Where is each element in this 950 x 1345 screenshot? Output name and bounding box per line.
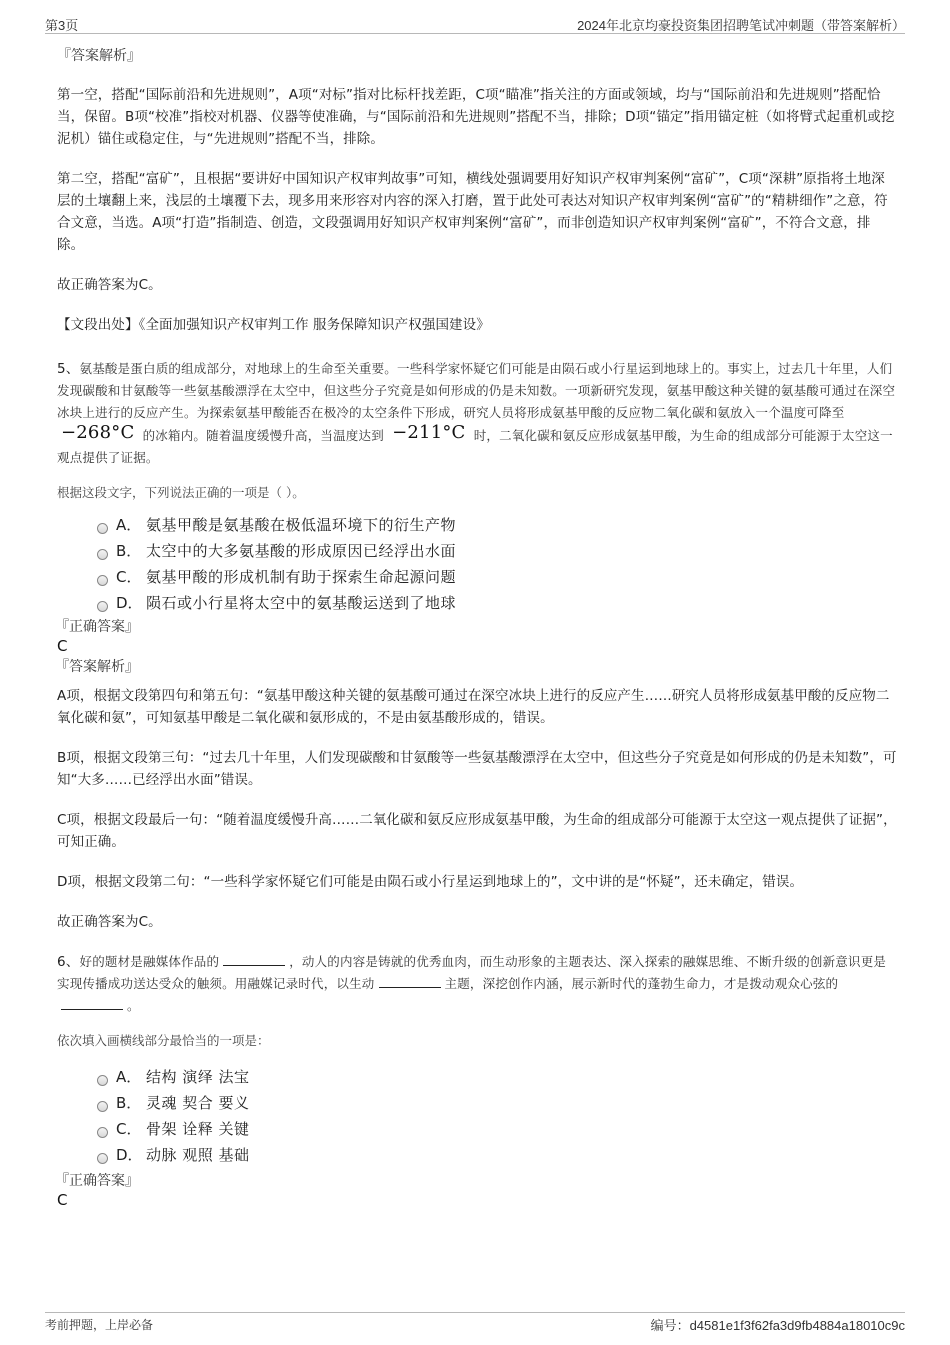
option-text: 氨基甲酸的形成机制有助于探索生命起源问题 <box>146 567 457 586</box>
option-a[interactable] <box>97 511 897 537</box>
option-letter: C． <box>116 1119 142 1138</box>
page-footer <box>45 1312 905 1332</box>
correct-answer-block <box>55 617 897 677</box>
temperature-value: −268°C <box>61 422 135 443</box>
question-stem <box>57 358 897 469</box>
question-number: 5、 <box>57 361 80 377</box>
analysis-label: 『答案解析』 <box>57 48 141 64</box>
stem-text: 好的题材是融媒体作品的 <box>79 954 220 969</box>
question-number: 6、 <box>57 954 80 970</box>
option-a[interactable] <box>97 1063 897 1089</box>
answer-options <box>97 511 897 615</box>
option-b[interactable] <box>97 1089 897 1115</box>
stem-text: 时，二氧化碳和氨反应形成氨基甲酸，为生命的组成部分可能源于太空这一观点提供了证据。 <box>57 428 893 465</box>
footer-slogan: 考前押题，上岸必备 <box>45 1318 154 1332</box>
answer-options <box>97 1063 897 1167</box>
conclusion-text: 故正确答案为C。 <box>57 914 162 930</box>
radio-button-icon[interactable] <box>97 1127 108 1138</box>
analysis-label: 『答案解析』 <box>55 659 139 675</box>
radio-button-icon[interactable] <box>97 1153 108 1164</box>
option-letter: D． <box>116 1145 143 1164</box>
option-c[interactable] <box>97 563 897 589</box>
option-text: 骨架 诠释 关键 <box>146 1119 250 1138</box>
option-letter: A． <box>116 1067 142 1086</box>
analysis-option-b: B项，根据文段第三句：“过去几十年里，人们发现碳酸和甘氨酸等一些氨基酸漂浮在太空中，但这些分子究竟是如何形成的仍是未知数”，可知“大多……已经浮出水面”错误。 <box>57 750 897 788</box>
analysis-option-d: D项，根据文段第二句：“一些科学家怀疑它们可能是由陨石或小行星运到地球上的”，文中讲的是“怀疑”，还未确定，错误。 <box>57 874 804 890</box>
stem-text: 的冰箱内。随着温度缓慢升高，当温度达到 <box>142 428 384 443</box>
correct-answer-label: 『正确答案』 <box>55 1173 139 1189</box>
correct-answer-label: 『正确答案』 <box>55 619 139 635</box>
option-text: 结构 演绎 法宝 <box>146 1067 250 1086</box>
stem-text: ，动人的内容是铸就的优秀血肉，而生动形象的主题表达、深入探索的融媒思维、不断升级的创新意识更是实现传播成功送达受众的触须。用融媒记录时代，以生动 <box>57 954 887 991</box>
conclusion-text: 故正确答案为C。 <box>57 277 162 293</box>
option-text: 氨基甲酸是氨基酸在极低温环境下的衍生产物 <box>146 515 457 534</box>
option-text: 陨石或小行星将太空中的氨基酸运送到了地球 <box>146 593 457 612</box>
radio-button-icon[interactable] <box>97 1101 108 1112</box>
analysis-paragraph: 第一空，搭配“国际前沿和先进规则”，A项“对标”指对比标杆找差距，C项“瞄准”指关注的方面或领域，均与“国际前沿和先进规则”搭配恰当，保留。B项“校准”指校对机器、仪器等使准确，与“国际前沿和先进规则”搭配不当，排除；D项“锚定”指用锚定桩（如将臂式起重机或挖泥机）锚住或稳定住，与“先进规则”搭配不当，排除。 <box>57 87 895 147</box>
correct-answer-value: C <box>57 637 68 655</box>
analysis-option-c: C项，根据文段最后一句：“随着温度缓慢升高……二氧化碳和氨反应形成氨基甲酸，为生命的组成部分可能源于太空这一观点提供了证据”，可知正确。 <box>57 812 897 850</box>
fill-blank <box>223 952 285 966</box>
question-6 <box>57 951 897 1209</box>
option-letter: C． <box>116 567 142 586</box>
source-citation: 【文段出处】《全面加强知识产权审判工作 服务保障知识产权强国建设》 <box>57 317 490 333</box>
analysis-option-a: A项，根据文段第四句和第五句：“氨基甲酸这种关键的氨基酸可通过在深空冰块上进行的反应产生……研究人员将形成氨基甲酸的反应物二氧化碳和氨”，可知氨基甲酸是二氧化碳和氨形成的，不是由氨基酸形成的，错误。 <box>57 688 890 726</box>
radio-button-icon[interactable] <box>97 1075 108 1086</box>
question-5 <box>57 358 897 933</box>
option-text: 灵魂 契合 要义 <box>146 1093 250 1112</box>
option-letter: B． <box>116 1093 142 1112</box>
page-content <box>57 46 897 1209</box>
analysis-paragraph: 第二空，搭配“富矿”，且根据“要讲好中国知识产权审判故事”可知，横线处强调要用好知识产权审判案例“富矿”，C项“深耕”原指将土地深层的土壤翻上来，浅层的土壤覆下去，现多用来形容对内容的深入打磨，置于此处可表达对知识产权审判案例“富矿”的“精耕细作”之意，符合文意，当选。A项“打造”指制造、创造，文段强调用好知识产权审判案例“富矿”，而非创造知识产权审判案例“富矿”，不符合文意，排除。 <box>57 171 888 253</box>
document-serial: 编号：d4581e1f3f62fa3d9fb4884a18010c9c <box>650 1318 905 1333</box>
radio-button-icon[interactable] <box>97 601 108 612</box>
option-d[interactable] <box>97 589 897 615</box>
stem-text: 。 <box>127 998 140 1013</box>
option-d[interactable] <box>97 1141 897 1167</box>
correct-answer-value: C <box>57 1191 68 1209</box>
page-header <box>45 14 905 34</box>
option-text: 动脉 观照 基础 <box>146 1145 250 1164</box>
stem-text: 主题，深挖创作内涵，展示新时代的蓬勃生命力，才是拨动观众心弦的 <box>444 976 839 991</box>
prev-question-analysis <box>57 46 897 336</box>
page-number: 第3页 <box>45 18 79 33</box>
fill-blank <box>61 996 123 1010</box>
option-text: 太空中的大多氨基酸的形成原因已经浮出水面 <box>146 541 457 560</box>
question-prompt: 依次填入画横线部分最恰当的一项是： <box>57 1033 270 1048</box>
correct-answer-block <box>55 1171 897 1209</box>
question-5-analysis <box>57 685 897 933</box>
stem-text: 氨基酸是蛋白质的组成部分，对地球上的生命至关重要。一些科学家怀疑它们可能是由陨石或小行星运到地球上的。事实上，过去几十年里，人们发现碳酸和甘氨酸等一些氨基酸漂浮在太空中，但这些分子究竟是如何形成的仍是未知数。一项新研究发现，氨基甲酸这种关键的氨基酸可通过在深空冰块上进行的反应产生。为探索氨基甲酸能否在极冷的太空条件下形成，研究人员将形成氨基甲酸的反应物二氧化碳和氨放入一个温度可降至 <box>57 361 896 420</box>
radio-button-icon[interactable] <box>97 549 108 560</box>
question-prompt: 根据这段文字，下列说法正确的一项是（ ）。 <box>57 485 305 500</box>
temperature-value: −211°C <box>392 422 466 443</box>
option-letter: B． <box>116 541 142 560</box>
fill-blank <box>379 974 441 988</box>
option-letter: D． <box>116 593 143 612</box>
document-title: 2024年北京均豪投资集团招聘笔试冲刺题（带答案解析） <box>577 18 905 33</box>
question-stem <box>57 951 897 1017</box>
radio-button-icon[interactable] <box>97 575 108 586</box>
option-b[interactable] <box>97 537 897 563</box>
radio-button-icon[interactable] <box>97 523 108 534</box>
option-letter: A． <box>116 515 142 534</box>
option-c[interactable] <box>97 1115 897 1141</box>
